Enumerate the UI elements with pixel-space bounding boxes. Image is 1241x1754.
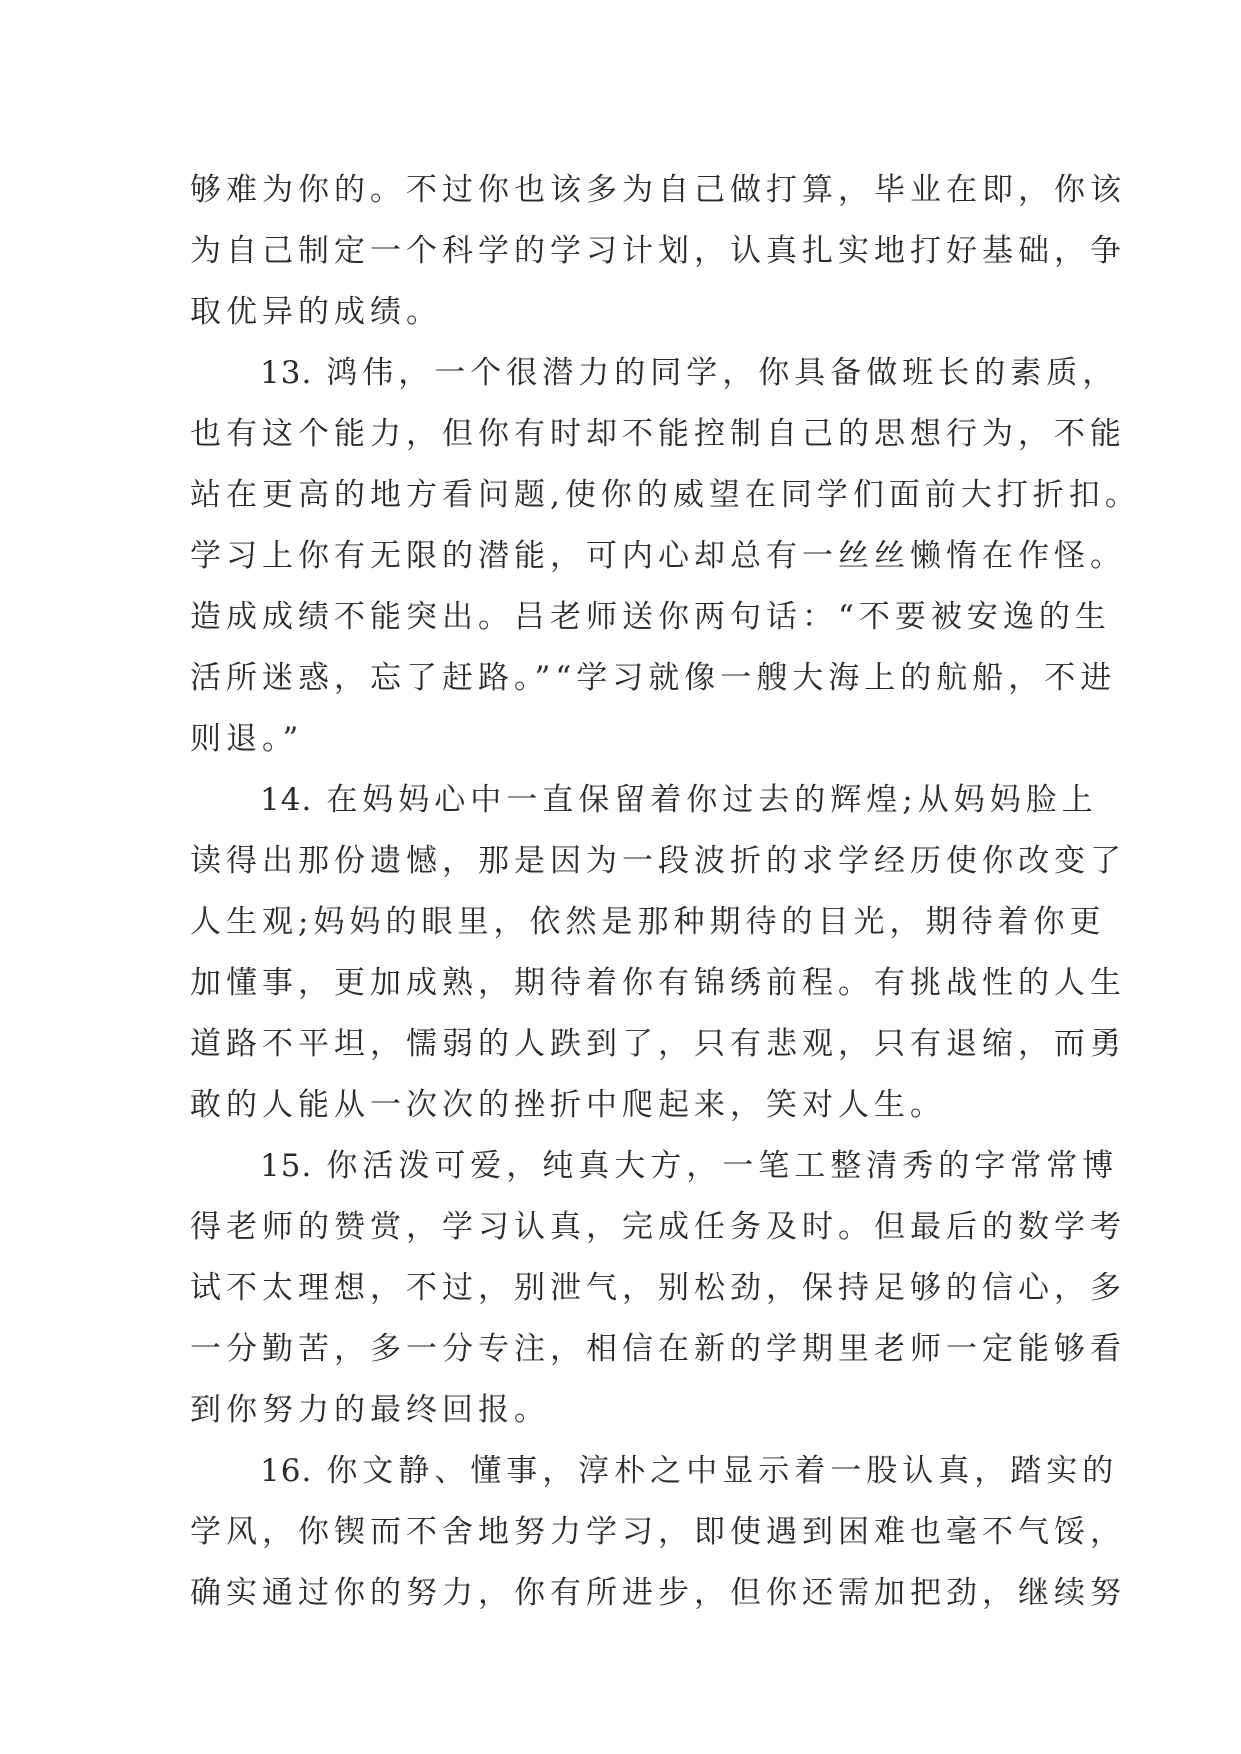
text-line: 则退。” [190,721,304,757]
paragraph-16 [190,1441,1126,1624]
text-line [190,343,1119,404]
paragraph-number: 16. [260,1453,313,1489]
paragraph-13 [190,343,1141,770]
text-line: 到你努力的最终回报。 [190,1392,550,1428]
text-line: 学习上你有无限的潜能，可内心却总有一丝丝懒惰在作怪。 [190,538,1126,574]
text-line: 取优异的成绩。 [190,294,442,330]
text-line: 造成成绩不能突出。吕老师送你两句话：“不要被安逸的生 [190,599,1111,635]
paragraph-15 [190,1136,1126,1441]
text-line [190,770,1098,831]
text-line [190,1136,1119,1197]
text-line-content: 在妈妈心中一直保留着你过去的辉煌;从妈妈脸上 [326,782,1098,818]
text-line: 为自己制定一个科学的学习计划，认真扎实地打好基础，争 [190,233,1126,269]
document-body [190,160,1141,1624]
text-line-content: 鸿伟，一个很潜力的同学，你具备做班长的素质， [326,355,1119,391]
paragraph-number: 15. [260,1148,313,1184]
text-line-content: 你活泼可爱，纯真大方，一笔工整清秀的字常常博 [326,1148,1119,1184]
text-line: 道路不平坦，懦弱的人跌到了，只有悲观，只有退缩，而勇 [190,1026,1126,1062]
text-line: 活所迷惑，忘了赶路。”“学习就像一艘大海上的航船，不进 [190,660,1117,696]
text-line: 敢的人能从一次次的挫折中爬起来，笑对人生。 [190,1087,946,1123]
text-line: 读得出那份遗憾，那是因为一段波折的求学经历使你改变了 [190,843,1126,879]
text-line: 也有这个能力，但你有时却不能控制自己的思想行为，不能 [190,416,1126,452]
paragraph-14 [190,770,1126,1136]
text-line: 人生观;妈妈的眼里，依然是那种期待的目光，期待着你更 [190,904,1106,940]
text-line: 试不太理想，不过，别泄气，别松劲，保持足够的信心，多 [190,1270,1126,1306]
text-line: 得老师的赞赏，学习认真，完成任务及时。但最后的数学考 [190,1209,1126,1245]
text-line: 够难为你的。不过你也该多为自己做打算，毕业在即，你该 [190,172,1126,208]
text-line [190,1441,1119,1502]
text-line: 站在更高的地方看问题,使你的威望在同学们面前大打折扣。 [190,477,1141,513]
text-line-content: 你文静、懂事，淳朴之中显示着一股认真，踏实的 [326,1453,1119,1489]
paragraph-continued [190,160,1126,343]
text-line: 学风，你锲而不舍地努力学习，即使遇到困难也毫不气馁， [190,1514,1126,1550]
text-line: 确实通过你的努力，你有所进步，但你还需加把劲，继续努 [190,1575,1126,1611]
paragraph-number: 14. [260,782,313,818]
paragraph-number: 13. [260,355,313,391]
text-line: 一分勤苦，多一分专注，相信在新的学期里老师一定能够看 [190,1331,1126,1367]
text-line: 加懂事，更加成熟，期待着你有锦绣前程。有挑战性的人生 [190,965,1126,1001]
